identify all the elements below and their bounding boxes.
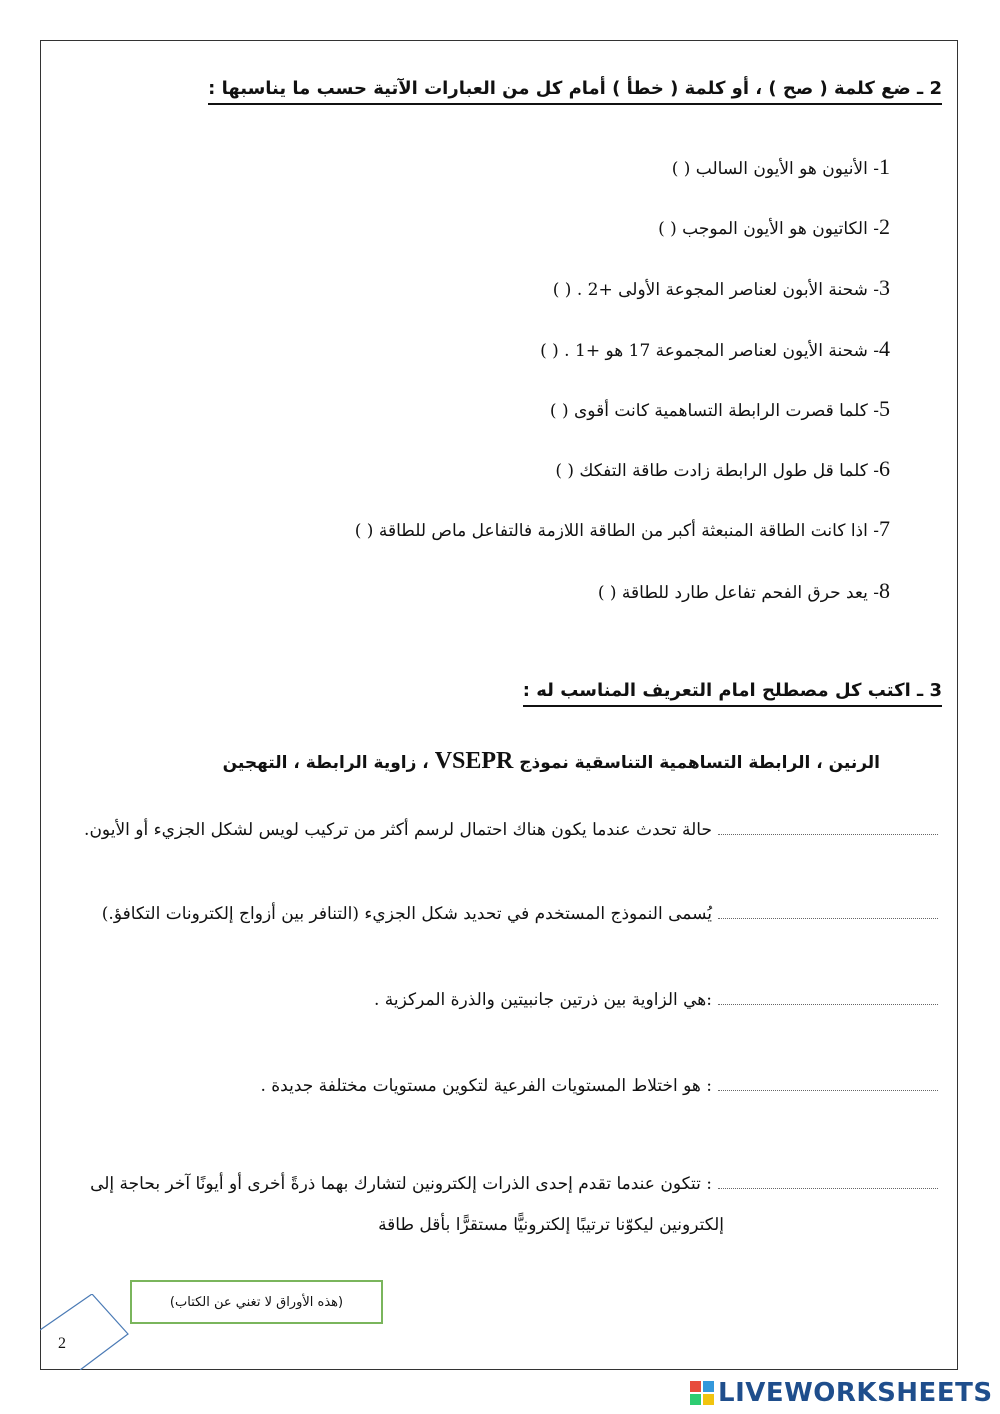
statement-item (553, 275, 890, 301)
statement-item (555, 456, 890, 482)
statement-text[interactable]: - كلما قل طول الرابطة زادت طاقة التفكك ( ) (555, 461, 879, 481)
answer-blank[interactable] (718, 1004, 938, 1005)
answer-blank[interactable] (718, 918, 938, 919)
definition-text: :هي الزاوية بين ذرتين جانبيتين والذرة المركزية . (374, 990, 712, 1010)
answer-blank[interactable] (718, 834, 938, 835)
statement-number: 8 (879, 578, 890, 603)
definition-row (60, 1074, 938, 1098)
statement-text[interactable]: - يعد حرق الفحم تفاعل طارد للطاقة ( ) (597, 583, 879, 603)
statement-text[interactable]: - الأنيون هو الأيون السالب ( ) (671, 159, 879, 179)
statement-number: 4 (879, 336, 890, 361)
statement-text[interactable]: - اذا كانت الطاقة المنبعثة أكبر من الطاقة اللازمة فالتفاعل ماص للطاقة ( ) (354, 521, 879, 541)
statement-number: 2 (879, 214, 890, 239)
statement-number: 6 (879, 456, 890, 481)
page-corner-ornament (40, 1294, 140, 1370)
statement-number: 5 (879, 396, 890, 421)
statement-text[interactable]: - الكاتيون هو الأيون الموجب ( ) (658, 219, 879, 239)
statement-number: 3 (879, 275, 890, 300)
definition-text: : تتكون عندما تقدم إحدى الذرات إلكترونين لتشارك بهما ذرةً أخرى أو أيونًا آخر بحاجة إلى (90, 1174, 712, 1194)
book-note: (هذه الأوراق لا تغني عن الكتاب) (130, 1280, 383, 1324)
definition-text: يُسمى النموذج المستخدم في تحديد شكل الجزيء (التنافر بين أزواج إلكترونات التكافؤ.) (101, 904, 712, 924)
statement-number: 7 (879, 516, 890, 541)
section3-heading: 3 ـ اكتب كل مصطلح امام التعريف المناسب له : (523, 680, 942, 707)
answer-blank[interactable] (718, 1090, 938, 1091)
statement-item (672, 154, 890, 180)
statement-item (540, 336, 890, 362)
statement-text[interactable]: - كلما قصرت الرابطة التساهمية كانت أقوى ( ) (549, 401, 879, 421)
definition-continuation: إلكترونين ليكوّنا ترتيبًا إلكترونيًّا مستقرًّا بأقل طاقة (378, 1215, 724, 1235)
statement-number: 1 (879, 154, 890, 179)
definition-text: : هو اختلاط المستويات الفرعية لتكوين مستويات مختلفة جديدة . (260, 1076, 712, 1096)
page-number: 2 (58, 1335, 66, 1352)
statement-text[interactable]: - شحنة الأبون لعناصر المجوعة الأولى +2 . ( ) (552, 280, 879, 300)
definition-row (60, 1172, 938, 1196)
definition-row (60, 988, 938, 1012)
section2-heading: 2 ـ ضع كلمة ( صح ) ، أو كلمة ( خطأ ) أمام كل من العبارات الآتية حسب ما يناسبها : (208, 78, 942, 105)
statement-item (355, 516, 890, 542)
term-bank-part2: ، زاوية الرابطة ، التهجين (222, 753, 435, 773)
term-bank (223, 748, 880, 775)
statement-item (550, 396, 890, 422)
statement-text[interactable]: - شحنة الأيون لعناصر المجموعة 17 هو +1 . ( ) (540, 341, 879, 361)
liveworksheets-logo-icon (690, 1381, 714, 1405)
brand-name: LIVEWORKSHEETS (718, 1378, 993, 1408)
statement-item (598, 578, 890, 604)
term-bank-part1: الرنين ، الرابطة التساهمية التناسقية نموذج (513, 753, 880, 773)
definition-row (60, 902, 938, 926)
statement-item (658, 214, 890, 240)
definition-text: حالة تحدث عندما يكون هناك احتمال لرسم أكثر من تركيب لويس لشكل الجزيء أو الأيون. (84, 820, 712, 840)
term-vsepr: VSEPR (434, 748, 514, 774)
liveworksheets-brand (690, 1376, 993, 1410)
answer-blank[interactable] (718, 1188, 938, 1189)
definition-row (60, 818, 938, 842)
